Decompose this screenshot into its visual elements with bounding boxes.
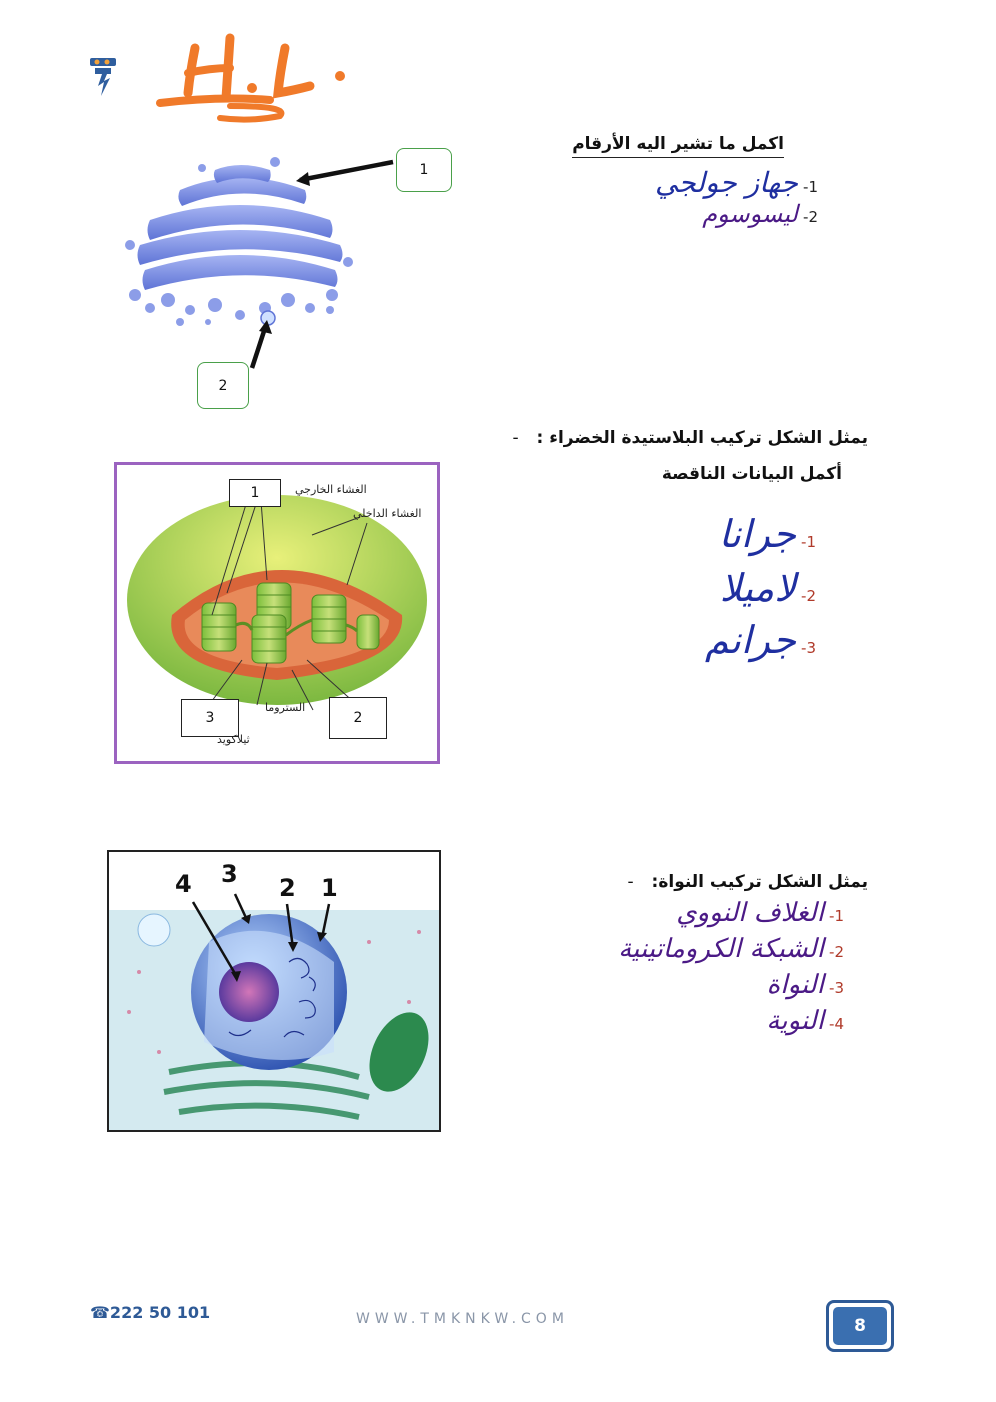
q1-item-2 [518,200,818,228]
nucleus-number-1: 1 [321,874,338,902]
q2-item-2-num: 2- [801,587,816,605]
stroma-label: الستروما [265,701,306,714]
q3-item-4-num: 4- [829,1015,844,1033]
q1-item-2-num: 2- [803,208,818,226]
q2-item-3-answer: جرانم [705,618,796,662]
q3-item-4-answer: النوية [766,1006,824,1036]
q2-subtitle: أكمل البيانات الناقصة [661,464,842,484]
q2-item-1-num: 1- [801,533,816,551]
golgi-label-1: 1 [396,148,452,192]
q2-item-3 [516,618,816,662]
q2-item-2 [516,566,816,610]
inner-membrane-label: الغشاء الداخلي [353,507,422,520]
q3-item-1-num: 1- [829,907,844,925]
q1-item-1 [518,166,818,199]
footer-website[interactable]: WWW.TMKNKW.COM [356,1311,569,1327]
q2-item-1 [516,512,816,556]
q3-item-3-answer: النواة [766,970,824,1000]
q1-item-1-num: 1- [803,178,818,196]
q1-item-1-answer: جهاز جولجي [655,166,798,199]
nucleus-number-3: 3 [221,860,238,888]
chloroplast-label-1: 1 [229,479,281,507]
chloroplast-label-3: 3 [181,699,239,737]
chloroplast-label-2: 2 [329,697,387,739]
golgi-arrows [0,0,996,420]
q3-bullet-title: يمثل الشكل تركيب النواة: - [627,872,868,892]
q2-item-1-answer: جرانا [718,512,796,556]
q3-item-1-answer: الغلاف النووي [676,898,824,928]
page-number-badge [826,1300,894,1352]
nucleus-number-2: 2 [279,874,296,902]
q1-item-2-answer: ليسوسوم [702,200,798,228]
q3-title: يمثل الشكل تركيب النواة: [651,872,868,892]
q2-item-3-num: 3- [801,639,816,657]
q2-bullet-title: يمثل الشكل تركيب البلاستيدة الخضراء : - [512,428,868,448]
q3-item-3-num: 3- [829,979,844,997]
nucleus-number-4: 4 [175,870,192,898]
q3-item-2-num: 2- [829,943,844,961]
chloroplast-figure [114,462,440,764]
q1-title: اكمل ما تشير اليه الأرقام [572,134,784,158]
q3-item-4 [424,1006,844,1036]
nucleus-figure [107,850,441,1132]
q3-item-2 [424,934,844,964]
q2-item-2-answer: لاميلا [719,566,796,610]
outer-membrane-label: الغشاء الخارجي [295,483,367,496]
q3-item-3 [424,970,844,1000]
footer-phone: ☎222 50 101 [90,1303,211,1322]
q3-item-1 [424,898,844,928]
q3-item-2-answer: الشبكة الكروماتينية [618,934,824,964]
page-number: 8 [854,1316,866,1336]
golgi-label-2: 2 [197,362,249,409]
thylakoid-label: ثيلاكويد [217,733,250,746]
q2-title: يمثل الشكل تركيب البلاستيدة الخضراء : [536,428,868,448]
